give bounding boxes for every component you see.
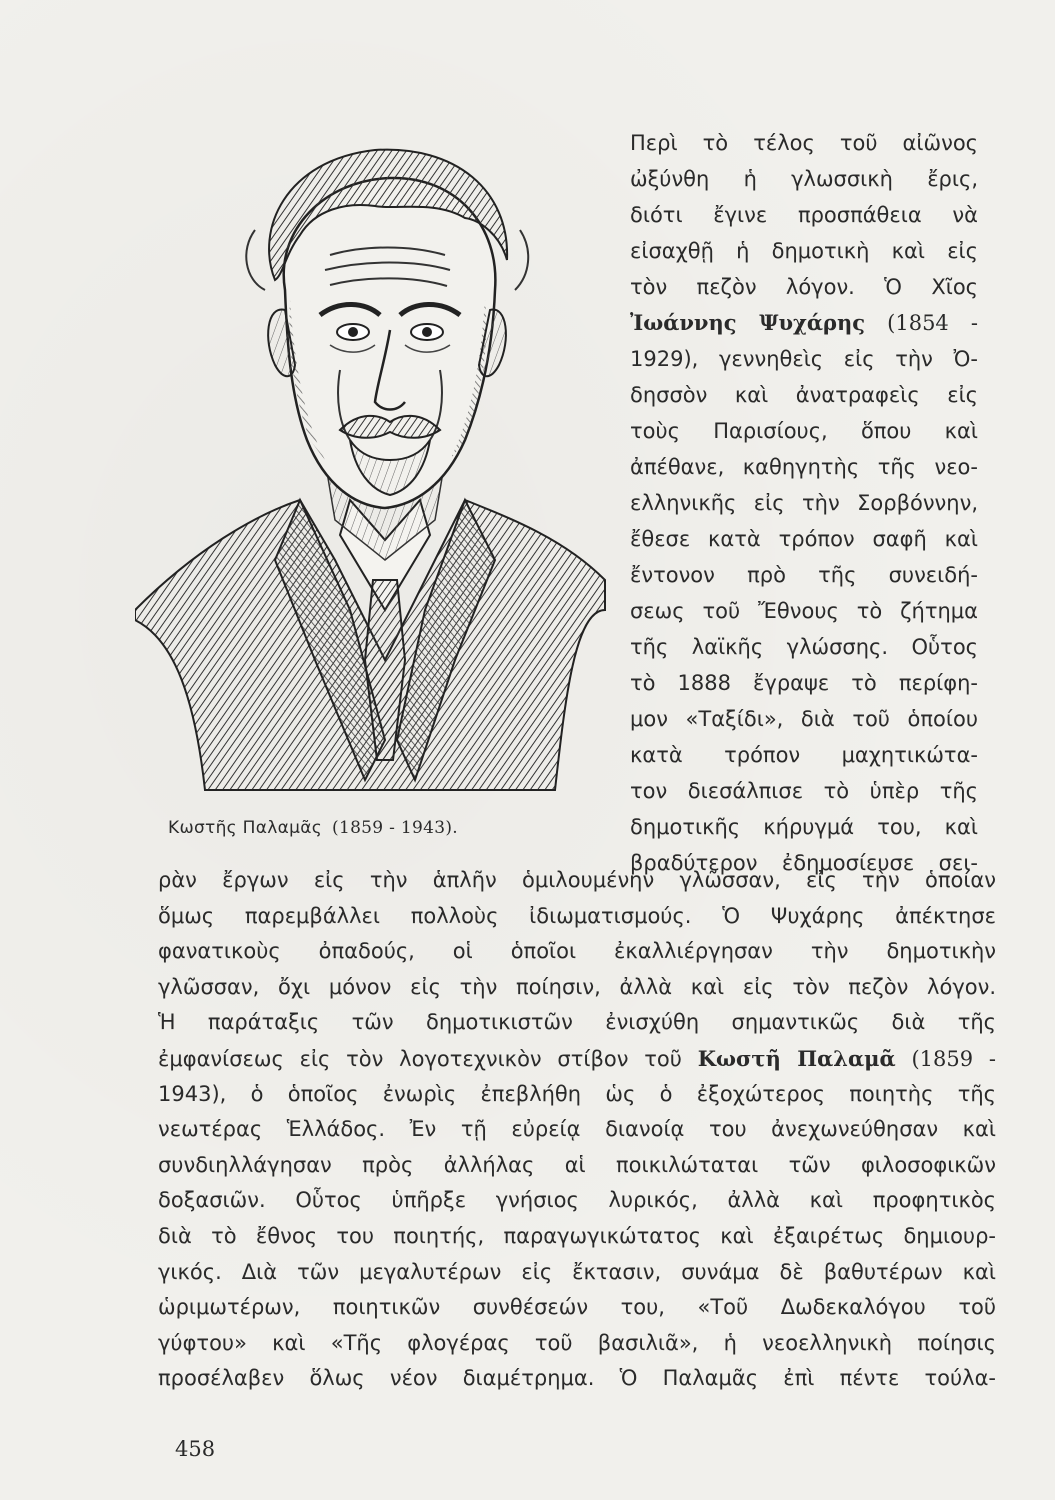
page-number: 458 <box>175 1437 216 1461</box>
text-line: φανατικοὺς ὀπαδούς, οἱ ὁποῖοι ἐκαλλιέργησαν τὴν δημοτικὴν <box>158 939 996 964</box>
text-line: γλῶσσαν, ὄχι μόνον εἰς τὴν ποίησιν, ἀλλὰ καὶ εἰς τὸν πεζὸν λόγον. <box>158 974 996 999</box>
caption-years: (1859 - 1943). <box>332 818 458 838</box>
text-line: Περὶ τὸ τέλος τοῦ αἰῶνος <box>630 131 978 155</box>
text-line: διότι ἔγινε προσπάθεια νὰ <box>630 203 978 227</box>
portrait-caption <box>168 818 458 838</box>
text-line: δημοτικῆς κήρυγμά του, καὶ <box>630 815 978 839</box>
text-line: ἔντονον πρὸ τῆς συνειδή- <box>630 563 978 587</box>
text-line: κατὰ τρόπον μαχητικώτα- <box>630 743 978 767</box>
text-line: εἰσαχθῇ ἡ δημοτικὴ καὶ εἰς <box>630 239 978 263</box>
text-line: γικός. Διὰ τῶν μεγαλυτέρων εἰς ἔκτασιν, συνάμα δὲ βαθυτέρων καὶ <box>158 1259 996 1284</box>
text-line: δοξασιῶν. Οὗτος ὑπῆρξε γνήσιος λυρικός, ἀλλὰ καὶ προφητικὸς <box>158 1188 996 1213</box>
text-line: τὸν πεζὸν λόγον. Ὁ Χῖος <box>630 275 978 299</box>
text-line: βραδύτερον ἐδημοσίευσε σει- <box>630 851 978 875</box>
caption-name: Κωστῆς Παλαμᾶς <box>168 818 323 838</box>
text-line: δησσὸν καὶ ἀνατραφεὶς εἰς <box>630 383 978 407</box>
text-line: τοὺς Παρισίους, ὅπου καὶ <box>630 419 978 443</box>
text-line: ὡριμωτέρων, ποιητικῶν συνθέσεών του, «Τοῦ Δωδεκαλόγου τοῦ <box>158 1295 996 1320</box>
psycharis-name: Ἰωάννης Ψυχάρης <box>630 310 866 335</box>
text-line-psycharis <box>630 305 978 341</box>
text-line: ὅμως παρεμβάλλει πολλοὺς ἰδιωματισμούς. Ὁ Ψυχάρης ἀπέκτησε <box>158 903 996 928</box>
side-column-text <box>630 125 980 881</box>
text-line: διὰ τὸ ἔθνος του ποιητής, παραγωγικώτατος καὶ ἐξαιρέτως δημιουρ- <box>158 1223 996 1248</box>
text-line: γύφτου» καὶ «Τῆς φλογέρας τοῦ βασιλιᾶ», ἡ νεοελληνικὴ ποίησις <box>158 1330 996 1355</box>
full-width-text <box>158 863 1003 1397</box>
palamas-name: Κωστῆ Παλαμᾶ <box>697 1045 896 1071</box>
text-line: προσέλαβεν ὅλως νέον διαμέτρημα. Ὁ Παλαμᾶς ἐπὶ πέντε τούλα- <box>158 1366 996 1391</box>
text-line: τὸ 1888 ἔγραψε τὸ περίφη- <box>630 671 978 695</box>
text-line: ὠξύνθη ἡ γλωσσικὴ ἔρις, <box>630 167 978 191</box>
palamas-years: (1859 - <box>911 1046 996 1071</box>
text-line: Ἡ παράταξις τῶν δημοτικιστῶν ἐνισχύθη σημαντικῶς διὰ τῆς <box>158 1010 996 1035</box>
text-line: μον «Ταξίδι», διὰ τοῦ ὁποίου <box>630 707 978 731</box>
text-line: 1943), ὁ ὁποῖος ἐνωρὶς ἐπεβλήθη ὡς ὁ ἐξοχώτερος ποιητὴς τῆς <box>158 1081 996 1106</box>
text-line: νεωτέρας Ἑλλάδος. Ἐν τῇ εὐρείᾳ διανοίᾳ του ἀνεχωνεύθησαν καὶ <box>158 1117 996 1142</box>
text-line-palamas <box>158 1041 996 1077</box>
text-line: τον διεσάλπισε τὸ ὑπὲρ τῆς <box>630 779 978 803</box>
text-line: ἀπέθανε, καθηγητὴς τῆς νεο- <box>630 455 978 479</box>
text-line: ελληνικῆς εἰς τὴν Σορβόννην, <box>630 491 978 515</box>
text-line: σεως τοῦ Ἔθνους τὸ ζήτημα <box>630 599 978 623</box>
text-line: ρὰν ἔργων εἰς τὴν ἁπλῆν ὁμιλουμένην γλῶσσαν, εἰς τὴν ὁποίαν <box>158 868 996 892</box>
portrait-illustration <box>135 140 635 820</box>
psycharis-years: (1854 - <box>887 311 978 335</box>
text-segment: ἐμφανίσεως εἰς τὸν λογοτεχνικὸν στίβον τοῦ <box>158 1046 682 1071</box>
text-line: τῆς λαϊκῆς γλώσσης. Οὗτος <box>630 635 978 659</box>
text-line: συνδιηλλάγησαν πρὸς ἀλλήλας αἱ ποικιλώταται τῶν φιλοσοφικῶν <box>158 1152 996 1177</box>
text-line: 1929), γεννηθεὶς εἰς τὴν Ὀ- <box>630 347 978 371</box>
text-line: ἔθεσε κατὰ τρόπον σαφῆ καὶ <box>630 527 978 551</box>
